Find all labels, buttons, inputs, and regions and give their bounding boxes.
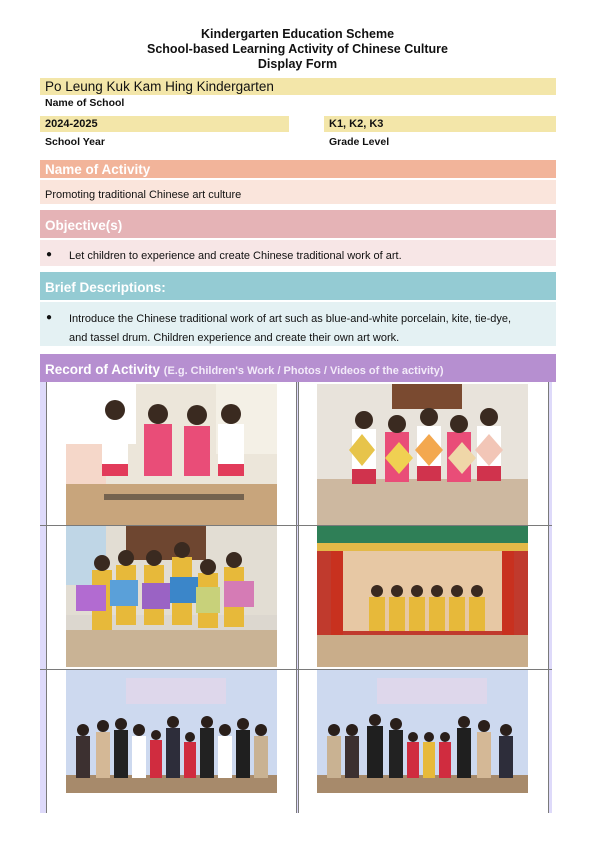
grade-level-label: Grade Level [329,136,390,148]
objectives-heading: Objective(s) [40,210,556,238]
activity-photo-1 [66,384,277,525]
record-heading [40,354,556,382]
objective-item: Let children to experience and create Chinese traditional work of art. [69,250,402,262]
school-name-label: Name of School [45,97,125,109]
description-body [40,302,556,346]
grade-level: K1, K2, K3 [324,116,556,132]
record-heading-title: Record of Activity [45,362,161,377]
activity-photo-6 [317,670,528,793]
activity-heading: Name of Activity [40,160,556,178]
form-title-line1: Kindergarten Education Scheme [200,27,395,41]
grid-line [548,382,549,813]
activity-photo-4 [317,525,528,667]
bullet-icon: ● [46,312,53,323]
objectives-body [40,240,556,266]
school-year: 2024-2025 [40,116,289,132]
activity-photo-2 [317,384,528,525]
school-name: Po Leung Kuk Kam Hing Kindergarten [40,78,556,95]
activity-photo-5 [66,670,277,793]
school-year-label: School Year [45,136,105,148]
grid-line [40,669,552,670]
description-heading: Brief Descriptions: [40,272,556,300]
grid-line [40,525,552,526]
activity-text: Promoting traditional Chinese art culture [40,180,556,204]
record-heading-sub: (E.g. Children's Work / Photos / Videos of the activity) [163,365,444,377]
description-line1: Introduce the Chinese traditional work of art such as blue-and-white porcelain, kite, tie-dye, [69,313,512,325]
description-line2: and tassel drum. Children experience and create their own art work. [69,332,400,344]
form-title-line2: School-based Learning Activity of Chinese Culture [147,42,448,56]
form-title-line3: Display Form [257,57,338,71]
bullet-icon: ● [46,249,53,260]
grid-line [46,382,47,813]
grid-line [298,382,299,813]
grid-line [296,382,297,813]
activity-photo-3 [66,525,277,667]
